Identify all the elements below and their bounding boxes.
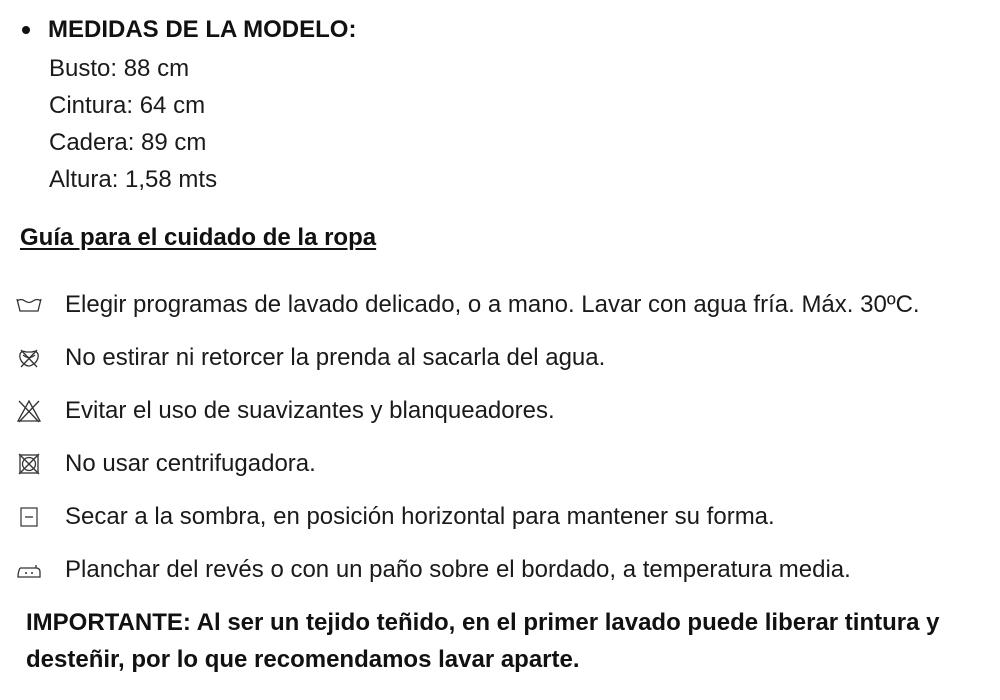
do-not-tumble-dry-icon [14,450,44,478]
care-item-bleach [14,384,920,437]
measure-height: Altura: 1,58 mts [49,166,218,193]
care-item-dry [14,490,920,543]
care-instructions-list [14,278,920,596]
care-item-wring [14,331,920,384]
model-measures-section [20,14,356,198]
care-item-iron [14,543,920,596]
hand-wash-icon [14,291,44,319]
care-text-dry: Secar a la sombra, en posición horizontal para mantener su forma. [65,502,775,530]
care-item-wash [14,278,920,331]
care-text-iron: Planchar del revés o con un paño sobre el bordado, a temperatura media. [65,555,851,583]
measure-waist: Cintura: 64 cm [49,92,206,119]
measures-heading [20,14,356,46]
measures-heading-text: MEDIDAS DE LA MODELO: [48,16,357,43]
do-not-wring-icon [14,344,44,372]
care-text-tumble: No usar centrifugadora. [65,449,316,477]
measure-bust: Busto: 88 cm [49,55,190,82]
measure-hip: Cadera: 89 cm [49,129,207,156]
iron-medium-icon [14,556,44,584]
care-text-wash: Elegir programas de lavado delicado, o a mano. Lavar con agua fría. Máx. 30ºC. [65,290,920,318]
important-notice: IMPORTANTE: Al ser un tejido teñido, en el primer lavado puede liberar tintura y desteñir, por lo que recomendamos lavar aparte. [26,609,940,673]
do-not-bleach-icon [14,397,44,425]
dry-flat-in-shade-icon [14,503,44,531]
care-text-bleach: Evitar el uso de suavizantes y blanqueadores. [65,396,555,424]
care-item-tumble [14,437,920,490]
measures-list [49,50,356,198]
care-guide-title: Guía para el cuidado de la ropa [20,224,377,251]
bullet-icon [22,26,30,34]
care-text-wring: No estirar ni retorcer la prenda al sacarla del agua. [65,343,606,371]
